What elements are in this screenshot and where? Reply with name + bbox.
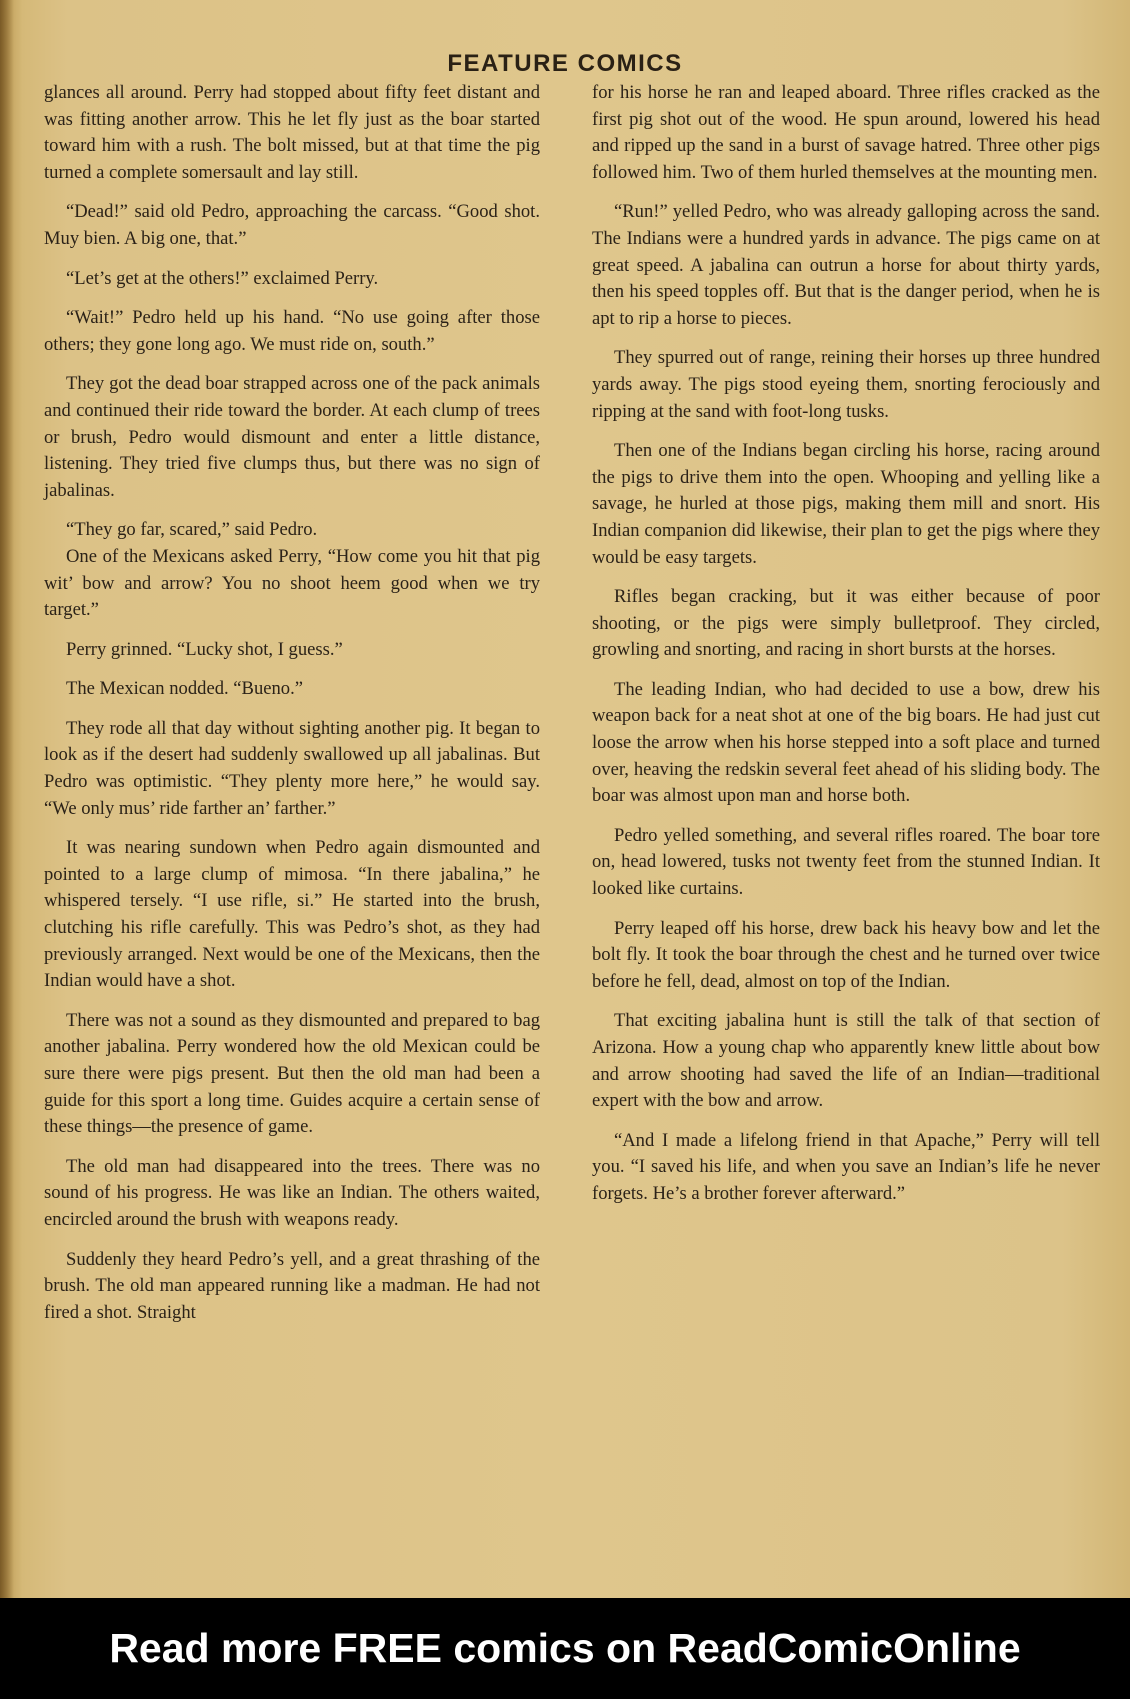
paragraph: The leading Indian, who had decided to use a bow, drew his weapon back for a neat shot at one of the big boars. He had just cut loose the arrow when his horse stepped into a soft place and turned over, heaving the redskin several feet ahead of his sliding body. The boar was almost upon man and horse both.: [592, 678, 1100, 807]
paragraph: The old man had disappeared into the trees. There was no sound of his progress. He was like an Indian. The others waited, encircled around the brush with weapons ready.: [44, 1155, 540, 1230]
paragraph: They got the dead boar strapped across one of the pack animals and continued their ride toward the border. At each clump of trees or brush, Pedro would dismount and enter a little distance, listening. They tried five clumps thus, but there was no sign of jabalinas.: [44, 373, 540, 501]
paragraph: “And I made a lifelong friend in that Apache,” Perry will tell you. “I saved his life, and when you save an Indian’s life he never forgets. He’s a brother forever afterward.”: [592, 1129, 1100, 1204]
paragraph: glances all around. Perry had stopped about fifty feet distant and was fitting another arrow. This he let fly just as the boar started toward him with a rush. The bolt missed, but at that time the pig turned a complete somersault and lay still.: [44, 82, 540, 183]
paragraph: Rifles began cracking, but it was either because of poor shooting, or the pigs were simply bulletproof. They circled, growling and snorting, and racing in short bursts at the horses.: [592, 586, 1100, 661]
paragraph: The Mexican nodded. “Bueno.”: [66, 678, 303, 700]
paragraph: Perry leaped off his horse, drew back his heavy bow and let the bolt fly. It took the boar through the chest and he turned over twice before he fell, dead, almost on top of the Indian.: [592, 917, 1100, 992]
paragraph: One of the Mexicans asked Perry, “How come you hit that pig wit’ bow and arrow? You no shoot heem good when we try target.”: [44, 545, 540, 621]
paragraph: They rode all that day without sighting another pig. It began to look as if the desert had suddenly swallowed up all jabalinas. But Pedro was optimistic. “They plenty more here,” he would say. “We only mus’ ride farther an’ farther.”: [44, 717, 540, 819]
paragraph: “Run!” yelled Pedro, who was already galloping across the sand. The Indians were a hundred yards in advance. The pigs came on at great speed. A jabalina can outrun a horse for about thirty yards, then his speed topples off. But that is the danger period, when he is apt to rip a horse to pieces.: [592, 201, 1100, 329]
paragraph: Suddenly they heard Pedro’s yell, and a great thrashing of the brush. The old man appeared running like a madman. He had not fired a shot. Straight: [44, 1248, 540, 1323]
paragraph: It was nearing sundown when Pedro again dismounted and pointed to a large clump of mimosa. “In there jabalina,” he whispered tersely. “I use rifle, si.” He started into the brush, clutching his rifle carefully. This was Pedro’s shot, as they had previously arranged. Next would be one of the Mexicans, then the Indian would have a shot.: [44, 837, 540, 992]
paragraph: Perry grinned. “Lucky shot, I guess.”: [66, 638, 343, 660]
paragraph: “Wait!” Pedro held up his hand. “No use going after those others; they gone long ago. We must ride on, south.”: [44, 307, 540, 355]
paragraph: There was not a sound as they dismounted and prepared to bag another jabalina. Perry wondered how the old Mexican could be sure there were pigs present. But then the old man had been a guide for this sport a long time. Guides acquire a certain sense of these things—the presence of game.: [44, 1009, 540, 1138]
paragraph: That exciting jabalina hunt is still the talk of that section of Arizona. How a young chap who apparently knew little about bow and arrow shooting had saved the life of an Indian—traditional expert with the bow and arrow.: [592, 1010, 1100, 1112]
paragraph: Pedro yelled something, and several rifles roared. The boar tore on, head lowered, tusks not twenty feet from the stunned Indian. It looked like curtains.: [592, 824, 1100, 900]
page-header: FEATURE COMICS: [447, 50, 683, 77]
paragraph: Then one of the Indians began circling his horse, racing around the pigs to drive them into the open. Whooping and yelling like a savage, he hurled at those pigs, making them mill and snort. His Indian companion did likewise, their plan to get the pigs where they would be easy targets.: [592, 440, 1100, 568]
right-text-column: [592, 80, 1100, 1221]
paragraph: “Dead!” said old Pedro, approaching the carcass. “Good shot. Muy bien. A big one, that.”: [44, 201, 540, 249]
paragraph: for his horse he ran and leaped aboard. Three rifles cracked as the first pig shot out of the wood. He spun around, lowered his head and ripped up the sand in a burst of savage hatred. Three other pigs followed him. Two of them hurled themselves at the mounting men.: [592, 82, 1100, 183]
left-text-column: [44, 80, 540, 1339]
footer-banner: Read more FREE comics on ReadComicOnline: [0, 1598, 1130, 1699]
paragraph: “Let’s get at the others!” exclaimed Perry.: [66, 267, 379, 289]
paragraph: They spurred out of range, reining their horses up three hundred yards away. The pigs stood eyeing them, snorting ferociously and ripping at the sand with foot-long tusks.: [592, 347, 1100, 422]
paragraph: “They go far, scared,” said Pedro.: [66, 519, 318, 541]
